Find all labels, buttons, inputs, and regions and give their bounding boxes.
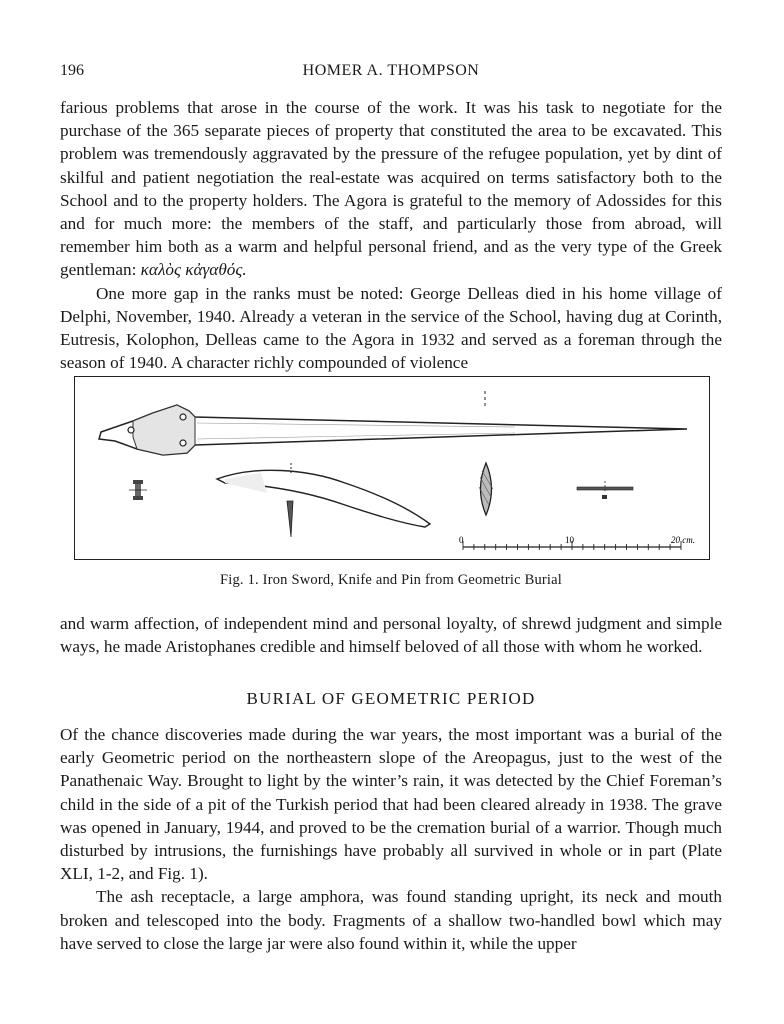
blade-section-illustration <box>479 463 493 515</box>
paragraph-text: farious problems that arose in the course of the work. It was his task to negotiate for the purchase of the 365 separate pieces of property that constituted the area to be excavated. This problem was tremendously aggravated by the pressure of the refugee population, yet by dint of skilful and patient negotiation the real-estate was acquired on terms satisfactory both to the School and to the property holders. The Agora is grateful to the memory of Adossides for this and for much more: the members of the staff, and particularly those from abroad, will remember him both as a warm and helpful personal friend, and as the very type of the Greek gentleman: <box>60 98 722 280</box>
text-block-bottom <box>60 723 722 955</box>
running-head: HOMER A. THOMPSON <box>302 62 480 79</box>
section-heading: BURIAL OF GEOMETRIC PERIOD <box>246 689 536 708</box>
rivet-illustration <box>129 480 147 500</box>
paragraph <box>60 96 722 282</box>
figure-frame <box>74 376 710 560</box>
text-block-middle <box>60 612 722 658</box>
figure-drawing <box>75 377 711 561</box>
pin-illustration <box>577 481 633 499</box>
paragraph: and warm affection, of independent mind and personal loyalty, of shrewd judgment and simple ways, he made Aristophanes credible and himself beloved of all those with whom he worked. <box>60 614 722 657</box>
scale-label-end: 20 cm. <box>671 535 695 545</box>
sword-illustration <box>99 391 687 455</box>
knife-illustration <box>217 463 430 537</box>
paragraph: The ash receptacle, a large amphora, was found standing upright, its neck and mouth broken and telescoped into the body. Fragments of a shallow two-handled bowl which may have served to close the large jar were also found within it, while the upper <box>60 887 722 953</box>
paragraph: Of the chance discoveries made during the war years, the most important was a burial of the early Geometric period on the northeastern slope of the Areopagus, just to the west of the Panathenaic Way. Brought to light by the winter’s rain, it was detected by the Chief Foreman’s child in the side of a pit of the Turkish period that had been cleared already in 1938. The grave was opened in January, 1944, and proved to be the cremation burial of a warrior. Though much disturbed by intrusions, the furnishings have probably all survived in whole or in part (Plate XLI, 1-2, and Fig. 1). <box>60 725 722 884</box>
page-header <box>60 62 722 84</box>
paragraph: One more gap in the ranks must be noted: George Delleas died in his home village of Delphi, November, 1940. Already a veteran in the service of the School, having dug at Corinth, Eutresis, Kolophon, Delleas came to the Agora in 1932 and served as a foreman through the season of 1940. A character richly compounded of violence <box>60 283 722 373</box>
text-block-top <box>60 96 722 374</box>
page-number: 196 <box>60 62 84 79</box>
scale-label-mid: 10 <box>565 535 574 545</box>
greek-phrase: καλὸς κἀγαθός. <box>140 260 247 280</box>
figure-caption: Fig. 1. Iron Sword, Knife and Pin from Geometric Burial <box>219 572 563 588</box>
scale-label-start: 0 <box>459 535 464 545</box>
